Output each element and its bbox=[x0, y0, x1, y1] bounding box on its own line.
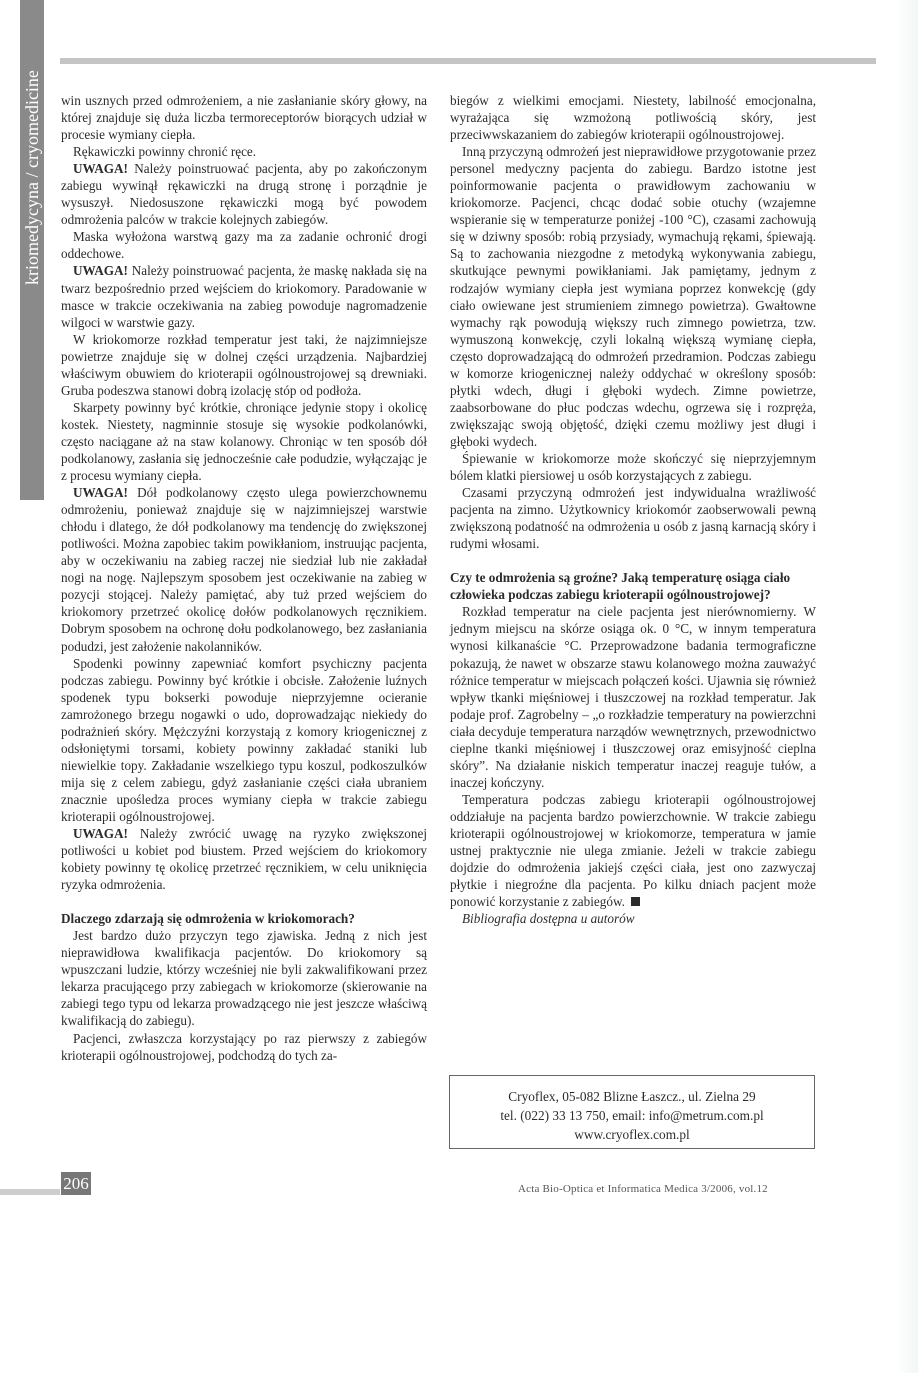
contact-website[interactable]: www.cryoflex.com.pl bbox=[574, 1127, 690, 1142]
contact-box bbox=[449, 1075, 815, 1149]
paragraph: Spodenki powinny zapewniać komfort psychiczny pacjenta podczas zabiegu. Powinny być krótkie i obcisłe. Założenie luźnych spodenek typu bokserki powoduje nieprzyjemne ocieranie zamrożonego brzegu nogawki o udo, doprowadzając niekiedy do podrażnień skóry. Mężczyźni korzystają z komory kriogenicznej z odsłoniętymi torsami, kobiety powinny zakładać staniki lub niewielkie topy. Zakładanie wszelkiego typu koszul, podkoszulków mija się z celem zabiegu, gdyż zasłanianie części ciała ubraniem znacznie upośledza proces wymiany ciepła w trakcie zabiegu krioterapii ogólnoustrojowej. bbox=[61, 655, 427, 824]
paragraph: Maska wyłożona warstwą gazy ma za zadanie ochronić drogi oddechowe. bbox=[61, 229, 427, 262]
warning-paragraph: UWAGA! Należy zwrócić uwagę na ryzyko zwiększonej potliwości u kobiet pod biustem. Przed wejściem do kriokomory kobiety powinny tę okolicę przetrzeć ręcznikiem, w celu uniknięcia ryzyka odmrożenia. bbox=[61, 826, 427, 893]
paragraph: Pacjenci, zwłaszcza korzystający po raz pierwszy z zabiegów krioterapii ogólnoustrojowej, podchodzą do tych za- bbox=[61, 1030, 427, 1063]
left-column bbox=[61, 92, 427, 1064]
paragraph: Rękawiczki powinny chronić ręce. bbox=[73, 144, 257, 160]
warning-label: UWAGA! bbox=[73, 826, 128, 842]
journal-citation: Acta Bio-Optica et Informatica Medica 3/2006, vol.12 bbox=[518, 1183, 768, 1195]
paragraph: win usznych przed odmrożeniem, a nie zasłanianie skóry głowy, na której znajduje się duża liczba termoreceptorów biorących udział w procesie wymiany ciepła. bbox=[61, 93, 427, 143]
end-of-article-square-icon bbox=[631, 897, 640, 906]
page-edge-shadow bbox=[896, 0, 918, 1373]
section-heading: Dlaczego zdarzają się odmrożenia w kriokomorach? bbox=[61, 911, 355, 927]
paragraph: Temperatura podczas zabiegu krioterapii ogólnoustrojowej oddziałuje na pacjenta bardzo powierzchownie. W trakcie zabiegu krioterapii ogólnoustrojowej w kriokomorze, temperatura w jamie ustnej praktycznie nie ulega zmianie. Jeżeli w trakcie zabiegu dojdzie do odmrożenia jakiejś części ciała, jest ono zazwyczaj płytkie i niegroźne dla pacjenta. Po kilku dniach pacjent może ponowić korzystanie z zabiegów. bbox=[450, 791, 816, 910]
section-heading: Czy te odmrożenia są groźne? Jaką temperaturę osiąga ciało człowieka podczas zabiegu krioterapii ogólnoustrojowej? bbox=[450, 570, 791, 603]
paragraph: Rozkład temperatur na ciele pacjenta jest nierównomierny. W jednym miejscu na skórze osiąga ok. 0 °C, w innym temperatura wynosi kilkanaście °C. Przeprowadzone badania termograficzne pokazują, że nawet w obszarze stawu kolanowego można zauważyć różnice temperatur w miejscach połączeń kości. Ujawnia się również wpływ tkanki mięśniowej i tłuszczowej na rozkład temperatur. Jak podaje prof. Zagrobelny – „o rozkładzie temperatury na powierzchni ciała decyduje temperatura narządów wewnętrznych, przewodnictwo cieplne tkanki mięśniowej i tłuszczowej oraz emisyjność cieplna skóry”. Na działanie niskich temperatur inaczej reaguje tułów, a inaczej kończyny. bbox=[450, 604, 816, 790]
paragraph: Jest bardzo dużo przyczyn tego zjawiska. Jedną z nich jest nieprawidłowa kwalifikacja pacjentów. Do kriokomory są wpuszczani ludzie, którzy wcześniej nie byli zakwalifikowani przez lekarza pracującego przy zabiegach w kriokomorze (skierowanie na zabiegi tego typu od lekarza prowadzącego nie jest jeszcze właściwą kwalifikacją do zabiegu). bbox=[61, 928, 427, 1029]
warning-paragraph: UWAGA! Należy poinstruować pacjenta, aby po zakończonym zabiegu wywinął rękawiczki na drugą stronę i porządnie je wysuszył. Niedosuszone rękawiczki mogą być powodem odmrożenia palców w trakcie kolejnych zabiegów. bbox=[61, 161, 427, 228]
paragraph: W kriokomorze rozkład temperatur jest taki, że najzimniejsze powietrze znajduje się w dolnej części urządzenia. Najbardziej właściwym obuwiem do krioterapii ogólnoustrojowej są drewniaki. Gruba podeszwa stanowi dobrą izolację stóp od podłoża. bbox=[61, 331, 427, 398]
warning-label: UWAGA! bbox=[73, 263, 128, 279]
warning-paragraph: UWAGA! Dół podkolanowy często ulega powierzchownemu odmrożeniu, ponieważ znajduje się w najzimniejszej warstwie chłodu i dlatego, że dół podkolanowy ma tendencję do zwiększonej potliwości. Można zapobiec takim powikłaniom, instruując pacjenta, aby w oczekiwaniu na zabieg raczej nie siedział lub nie zakładał nogi na nogę. Najlepszym sposobem jest oczekiwanie na zabieg w pozycji stojącej. Należy pamiętać, aby tuż przed wejściem do kriokomory przetrzeć okolicę dołów podkolanowych ręcznikiem. Dobrym sposobem na ochronę dołu podkolanowego, bez zasłaniania podudzi, jest założenie nakolanników. bbox=[61, 485, 427, 654]
contact-address: Cryoflex, 05-082 Blizne Łaszcz., ul. Zielna 29 bbox=[508, 1089, 756, 1104]
spacer bbox=[61, 893, 427, 910]
warning-label: UWAGA! bbox=[73, 485, 128, 501]
bibliography-note: Bibliografia dostępna u autorów bbox=[462, 911, 635, 927]
contact-phone-email[interactable]: tel. (022) 33 13 750, email: info@metrum.com.pl bbox=[500, 1108, 764, 1123]
paragraph: Inną przyczyną odmrożeń jest nieprawidłowe przygotowanie przez personel medyczny pacjenta do zabiegu. Bardzo istotne jest poinformowanie pacjenta o prawidłowym zachowaniu w kriokomorze. Pacjenci, chcąc dodać sobie otuchy (wzajemne wspieranie się w temperaturze poniżej -100 °C), czasami zachowują się w dziwny sposób: robią przysiady, wymachują rękami, śpiewają. Są to zachowania niezgodne z metodyką wykonywania zabiegu, skutkujące pewnymi powikłaniami. Jak pamiętamy, jednym z rodzajów wymiany ciepła jest wymiana poprzez konwekcję (gdy ciało owiewane jest strumieniem zimnego powietrza). Gwałtowne wymachy rąk powodują większy ruch zimnego powietrza, tzw. wymuszoną konwekcję, czyli lokalną większą wymianę ciepła, często doprowadzającą do odmrożeń przedramion. Podczas zabiegu w komorze kriogenicznej należy oddychać w określony sposób: płytki wdech, długi i głęboki wydech. Zimne powietrze, zaabsorbowane do płuc podczas wdechu, ogrzewa się i rozpręża, zwiększając swoją objętość, dzięki czemu możliwy jest długi i głęboki wydech. bbox=[450, 144, 816, 449]
page-number: 206 bbox=[61, 1172, 91, 1195]
warning-paragraph: UWAGA! Należy poinstruować pacjenta, że maskę nakłada się na twarz bezpośrednio przed wejściem do kriokomory. Paradowanie w masce w trakcie oczekiwania na zabieg powoduje nagromadzenie wilgoci w warstwie gazy. bbox=[61, 263, 427, 330]
top-rule bbox=[60, 58, 876, 64]
right-column bbox=[450, 92, 816, 927]
section-label: kriomedycyna / cryomedicine bbox=[22, 70, 42, 285]
paragraph: Czasami przyczyną odmrożeń jest indywidualna wrażliwość pacjenta na zimno. Użytkownicy kriokomór zaobserwowali pewną zwiększoną podatność na odmrożenia u osób z jasną karnacją skóry i rudymi włosami. bbox=[450, 485, 816, 552]
paragraph: Skarpety powinny być krótkie, chroniące jedynie stopy i okolicę kostek. Niestety, nagminnie stosuje się wysokie podkolanówki, często naciągane aż na staw kolanowy. Chroniąc w ten sposób dół podkolanowy, zasłania się jednocześnie całe podudzie, wyłączając je z procesu wymiany ciepła. bbox=[61, 399, 427, 484]
warning-label: UWAGA! bbox=[73, 161, 128, 177]
paragraph: biegów z wielkimi emocjami. Niestety, labilność emocjonalna, wyrażająca się wzmożoną potliwością skóry, jest przeciwwskazaniem do zabiegów krioterapii ogólnoustrojowej. bbox=[450, 93, 816, 143]
spacer bbox=[450, 552, 816, 569]
paragraph: Śpiewanie w kriokomorze może skończyć się nieprzyjemnym bólem klatki piersiowej u osób korzystających z zabiegu. bbox=[450, 450, 816, 484]
page-number-rule bbox=[0, 1189, 60, 1195]
section-side-band bbox=[20, 0, 44, 500]
